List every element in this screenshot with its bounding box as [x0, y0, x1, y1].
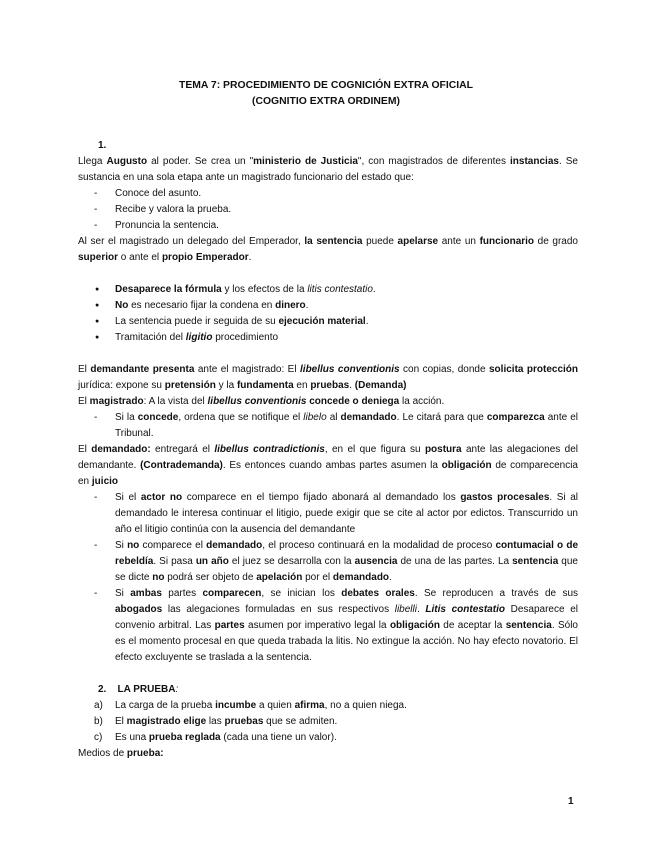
text-run: un año — [195, 556, 229, 567]
text-run: ante el Tribunal. — [115, 412, 579, 439]
bullet-item — [78, 314, 578, 330]
text-run: magistrado — [89, 396, 144, 407]
text-run: Es una — [115, 732, 149, 743]
text-run: con copias, donde — [399, 364, 489, 375]
text-run: Litis contestatio — [425, 604, 505, 615]
text-run: asumen por imperativo legal la — [244, 620, 390, 631]
text-run: El — [115, 716, 127, 727]
prueba-item-label: c) — [94, 732, 103, 743]
text-run: , en el que figura su — [324, 444, 425, 455]
text-run: . — [305, 300, 309, 311]
text-run: de una de las partes. La — [397, 556, 513, 567]
text-run: pruebas — [224, 716, 264, 727]
text-run: demandante presenta — [90, 364, 195, 375]
text-run: . Se reproducen a través de sus — [414, 588, 579, 599]
text-run: partes — [214, 620, 245, 631]
text-run: abogados — [115, 604, 163, 615]
text-run: ante un — [438, 236, 480, 247]
text-run: concede o deniega — [309, 396, 400, 407]
text-run: y la — [215, 380, 237, 391]
text-run: litis contestatio — [307, 284, 373, 295]
text-run: : A la vista del — [143, 396, 208, 407]
text-run: ausencia — [354, 556, 398, 567]
text-run: Si el — [115, 492, 141, 503]
text-run: pruebas — [310, 380, 350, 391]
text-run: libellus conventionis — [300, 364, 400, 375]
text-run: ambas — [130, 588, 162, 599]
text-run: apelarse — [397, 236, 439, 247]
text-run: ministerio de Justicia — [253, 156, 358, 167]
text-run: postura — [424, 444, 462, 455]
bullet-item — [78, 298, 578, 314]
text-run: prueba reglada — [148, 732, 221, 743]
text-run: Medios de — [78, 748, 127, 759]
text-run: ante el magistrado: El — [194, 364, 301, 375]
bullet-item — [78, 330, 578, 346]
text-run: jurídica: expone su — [78, 380, 165, 391]
text-run: superior — [78, 252, 119, 263]
text-run: instancias — [510, 156, 559, 167]
text-run: afirma — [294, 700, 325, 711]
text-run: por el — [302, 572, 333, 583]
text-run: sentencia — [512, 556, 559, 567]
prueba-item-label: a) — [94, 700, 103, 711]
text-run: ante las alegaciones del demandante. — [78, 444, 578, 471]
text-run: comparece el — [139, 540, 207, 551]
page-number: 1 — [568, 796, 574, 807]
text-run: procedimiento — [212, 332, 279, 343]
text-run: Tramitación del — [115, 332, 186, 343]
text-run: apelación — [256, 572, 303, 583]
text-run: . Si pasa — [153, 556, 196, 567]
text-run: de aceptar la — [439, 620, 506, 631]
document-title — [74, 78, 578, 110]
text-run: . — [416, 604, 426, 615]
text-run: podrá ser objeto de — [164, 572, 257, 583]
section-1-number: 1. — [98, 140, 107, 151]
text-run: magistrado elige — [126, 716, 207, 727]
text-run: . Le citará para que — [396, 412, 487, 423]
text-run: puede — [362, 236, 398, 247]
text-run: no — [152, 572, 165, 583]
magistrado-paragraph — [78, 394, 578, 410]
text-run: gastos procesales — [460, 492, 550, 503]
text-run: de comparecencia en — [78, 460, 578, 487]
text-run: ligitio — [185, 332, 213, 343]
text-run: sentencia — [505, 620, 552, 631]
prueba-item — [78, 698, 578, 714]
text-run: Llega — [78, 156, 107, 167]
demandado-dash-item — [78, 538, 578, 586]
text-run: pretensión — [164, 380, 216, 391]
text-run: . Si al demandado le interesa continuar el litigio, puede exigir que se cite al actor por edictos. Transcurrido un año el litigio continúa con la ausencia del demandante — [115, 492, 579, 535]
text-run: libellus contradictionis — [214, 444, 325, 455]
text-run: , no a quien niega. — [324, 700, 407, 711]
text-run: ejecución material — [278, 316, 366, 327]
text-run: La carga de la prueba — [115, 700, 216, 711]
prueba-item — [78, 730, 578, 746]
dash-item: - Pronuncia la sentencia. — [78, 218, 578, 234]
text-run: libelli — [394, 604, 417, 615]
text-run: a quien — [256, 700, 295, 711]
text-run: la acción. — [399, 396, 445, 407]
text-run: incumbe — [215, 700, 257, 711]
appeal-paragraph — [78, 234, 578, 266]
text-run: ", con magistrados de diferentes — [357, 156, 511, 167]
dash-item: - Conoce del asunto. — [78, 186, 578, 202]
section-2-heading — [98, 682, 578, 698]
text-run: o ante el — [118, 252, 162, 263]
prueba-item-text — [115, 732, 337, 743]
demandado-paragraph — [78, 442, 578, 490]
dash-item: - Recibe y valora la prueba. — [78, 202, 578, 218]
text-run: El — [78, 444, 92, 455]
text-run: libelo — [303, 412, 327, 423]
text-run: . — [372, 284, 376, 295]
text-run: Al ser el magistrado un delegado del Emperador, — [78, 236, 305, 247]
text-run: El — [78, 396, 90, 407]
text-run: comparezca — [486, 412, 545, 423]
text-run: las — [206, 716, 225, 727]
demandante-paragraph — [78, 362, 578, 394]
prueba-item-text — [115, 700, 407, 711]
text-run: actor no — [140, 492, 183, 503]
text-run: dinero — [275, 300, 306, 311]
text-run: entregará el — [150, 444, 215, 455]
text-run: . — [248, 252, 252, 263]
text-run: Si la — [115, 412, 138, 423]
section-2-title-suffix: : — [175, 684, 179, 695]
text-run: obligación — [389, 620, 440, 631]
text-run: y los efectos de la — [221, 284, 308, 295]
text-run: obligación — [441, 460, 492, 471]
text-run: propio Emperador — [161, 252, 249, 263]
text-run: al — [326, 412, 341, 423]
text-run: La sentencia puede ir seguida de su — [115, 316, 279, 327]
text-run: . — [349, 380, 355, 391]
magistrado-dash-item — [78, 410, 578, 442]
text-run: . Se sustancia en una sola etapa ante un magistrado funcionario del estado que: — [78, 156, 578, 183]
text-run: prueba: — [126, 748, 164, 759]
text-run: en — [293, 380, 311, 391]
text-run: contumacial o de rebeldía — [115, 540, 578, 567]
text-run: . Es entonces cuando ambas partes asumen la — [222, 460, 442, 471]
text-run: Augusto — [106, 156, 148, 167]
medios-de-prueba — [78, 746, 578, 762]
page-content — [78, 78, 578, 762]
text-run: es necesario fijar la condena en — [128, 300, 276, 311]
demandado-dash-item — [78, 490, 578, 538]
text-run: , se inician los — [261, 588, 342, 599]
text-run: juicio — [91, 476, 119, 487]
text-run: (Contrademanda) — [140, 460, 223, 471]
prueba-item-label: b) — [94, 716, 103, 727]
text-run: . — [365, 316, 369, 327]
text-run: El — [78, 364, 91, 375]
text-run: solicita protección — [489, 364, 579, 375]
text-run: demandado: — [91, 444, 151, 455]
text-run: al poder. Se crea un " — [147, 156, 254, 167]
text-run: comparece en el tiempo fijado abonará al demandado los — [182, 492, 461, 503]
text-run: (cada una tiene un valor). — [220, 732, 337, 743]
text-run: funcionario — [479, 236, 535, 247]
text-run: partes — [161, 588, 203, 599]
text-run: . Sólo es el momento procesal en que queda trabada la litis. No extingue la acción. No hay efecto novatorio. El efecto excluyente se traslada a la sentencia. — [115, 620, 578, 663]
bullet-item — [78, 282, 578, 298]
text-run: el juez se desarrolla con la — [228, 556, 355, 567]
text-run: Desaparece el convenio arbitral. Las — [115, 604, 578, 631]
section-1-intro — [78, 154, 578, 186]
text-run: que se admiten. — [263, 716, 338, 727]
text-run: Si — [115, 540, 128, 551]
section-2-number: 2. — [98, 684, 107, 695]
demandado-dash-item — [78, 586, 578, 666]
text-run: (Demanda) — [354, 380, 407, 391]
text-run: demandado — [340, 412, 397, 423]
text-run: demandado — [206, 540, 263, 551]
text-run: , el proceso continuará en la modalidad de proceso — [262, 540, 496, 551]
text-run: de grado — [534, 236, 578, 247]
text-run: fundamenta — [236, 380, 294, 391]
text-run: no — [127, 540, 140, 551]
text-run: que se dicte — [115, 556, 578, 583]
text-run: Si — [115, 588, 131, 599]
title-line-2: (COGNITIO EXTRA ORDINEM) — [252, 96, 400, 107]
text-run: las alegaciones formuladas en sus respectivos — [162, 604, 395, 615]
text-run: , ordena que se notifique el — [178, 412, 304, 423]
text-run: la sentencia — [304, 236, 363, 247]
text-run: debates orales — [341, 588, 415, 599]
text-run: demandado — [332, 572, 390, 583]
text-run: concede — [137, 412, 179, 423]
section-2-title: LA PRUEBA — [117, 684, 176, 695]
text-run: . — [389, 572, 392, 583]
text-run: comparecen — [202, 588, 262, 599]
text-run: libellus conventionis — [207, 396, 307, 407]
prueba-item — [78, 714, 578, 730]
title-line-1: TEMA 7: PROCEDIMIENTO DE COGNICIÓN EXTRA OFICIAL — [178, 80, 474, 91]
prueba-item-text — [115, 716, 337, 727]
text-run: No — [115, 300, 129, 311]
text-run: Desaparece la fórmula — [115, 284, 222, 295]
